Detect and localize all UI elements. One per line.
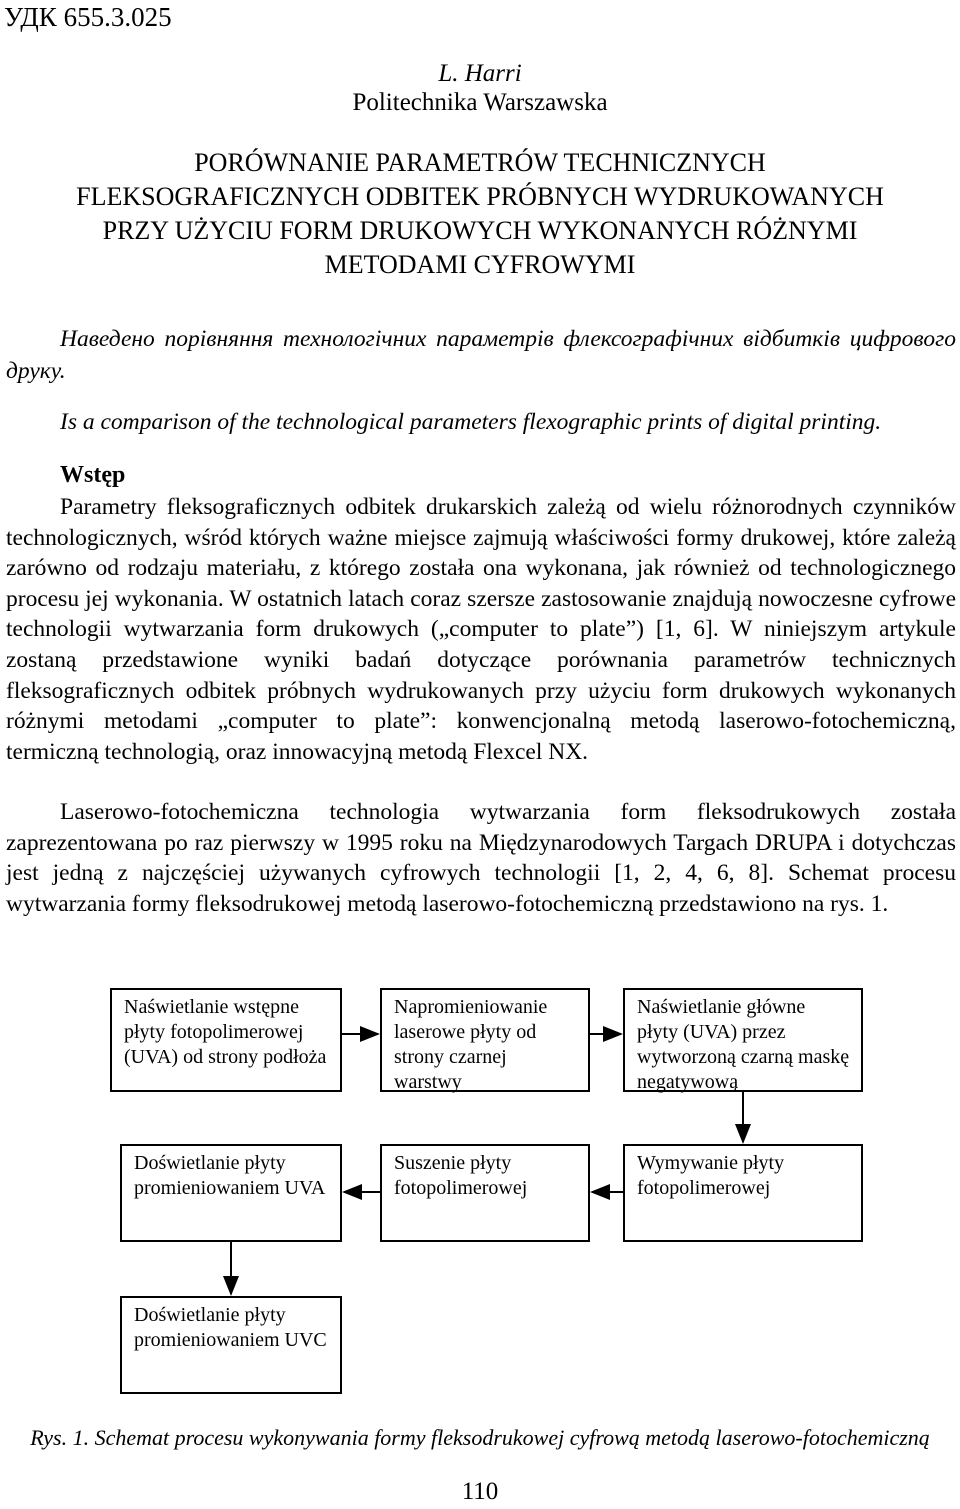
process-flow-diagram xyxy=(0,980,960,1420)
abstract-english: Is a comparison of the technological parameters flexographic prints of digital printing. xyxy=(60,409,882,435)
title-line: FLEKSOGRAFICZNYCH ODBITEK PRÓBNYCH WYDRUKOWANYCH xyxy=(76,182,884,211)
title-line: PRZY UŻYCIU FORM DRUKOWYCH WYKONANYCH RÓŻNYMI xyxy=(102,216,858,245)
abstract-ukrainian: Наведено порівняння технологічних параметрів флексографічних відбитків цифрового друку. xyxy=(6,326,956,384)
section-heading: Wstęp xyxy=(60,462,126,488)
figure-caption: Rys. 1. Schemat procesu wykonywania formy fleksodrukowej cyfrową metodą laserowo-fotochemiczną xyxy=(30,1425,930,1450)
step-box-post-exposure-uva: Doświetlanie płyty promieniowaniem UVA xyxy=(120,1144,342,1242)
body-paragraph-2: Laserowo-fotochemiczna technologia wytwarzania form fleksodrukowych została zaprezentowana po raz pierwszy w 1995 roku na Międzynarodowych Targach DRUPA i dotychczas jest jedną z najczęściej używanych cyfrowych technologii [1, 2, 4, 6, 8]. Schemat procesu wytwarzania formy fleksodrukowej metodą laserowo-fotochemiczną przedstawiono na rys. 1. xyxy=(6,799,956,917)
body-paragraph-1: Parametry fleksograficznych odbitek drukarskich zależą od wielu różnorodnych czynników technologicznych, wśród których ważne miejsce zajmują właściwości formy drukowej, które zależą zarówno od rodzaju materiału, z którego została ona wykonana, jak również od technologicznego procesu jej wykonania. W ostatnich latach coraz szersze zastosowanie znajdują nowoczesne cyfrowe technologii wytwarzania form drukowych („computer to plate”) [1, 6]. W niniejszym artykule zostaną przedstawione wyniki badań dotyczące porównania parametrów technicznych fleksograficznych odbitek próbnych wydrukowanych przy użyciu form drukowych wykonanych różnymi metodami „computer to plate”: konwencjonalną metodą laserowo-fotochemiczną, termiczną technologią, oraz innowacyjną metodą Flexcel NX. xyxy=(6,494,956,765)
page-number: 110 xyxy=(461,1478,499,1505)
title-line: METODAMI CYFROWYMI xyxy=(324,250,636,279)
step-box-preexposure: Naświetlanie wstępne płyty fotopolimerowej (UVA) od strony podłoża xyxy=(110,988,342,1092)
step-box-main-exposure: Naświetlanie główne płyty (UVA) przez wytworzoną czarną maskę negatywową xyxy=(623,988,863,1092)
author-affiliation: Politechnika Warszawska xyxy=(352,89,608,116)
udk-code: УДК 655.3.025 xyxy=(4,2,172,32)
step-box-washout: Wymywanie płyty fotopolimerowej xyxy=(623,1144,863,1242)
paper-title xyxy=(0,146,960,282)
title-line: PORÓWNANIE PARAMETRÓW TECHNICZNYCH xyxy=(194,148,766,177)
author-name: L. Harri xyxy=(438,60,522,87)
step-box-post-exposure-uvc: Doświetlanie płyty promieniowaniem UVC xyxy=(120,1296,342,1394)
step-box-laser-ablation: Napromieniowanie laserowe płyty od strony czarnej warstwy xyxy=(380,988,590,1092)
step-box-drying: Suszenie płyty fotopolimerowej xyxy=(380,1144,590,1242)
